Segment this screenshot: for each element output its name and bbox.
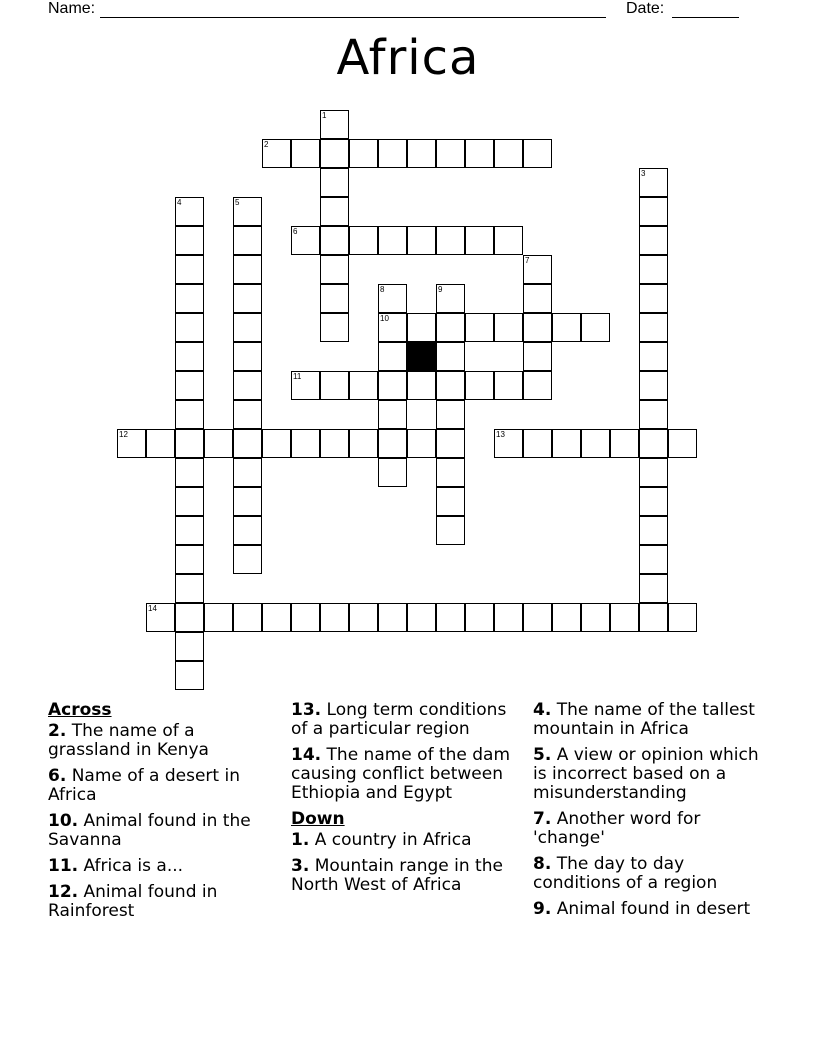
grid-cell[interactable] [378,284,407,313]
grid-cell[interactable] [233,371,262,400]
grid-cell[interactable] [436,226,465,255]
grid-cell[interactable] [378,429,407,458]
grid-cell[interactable] [639,516,668,545]
grid-cell[interactable] [552,603,581,632]
grid-cell[interactable] [378,313,407,342]
clue-text: Animal found in the Savanna [48,811,251,850]
clue-text: Another word for 'change' [533,809,701,848]
grid-cell[interactable] [349,226,378,255]
clue-number: 2. [48,721,67,741]
clue-number: 10 [380,314,389,323]
clue-item [291,746,527,803]
clue-number: 13. [291,700,322,720]
grid-cell[interactable] [175,487,204,516]
clue-item [48,767,273,805]
grid-cell[interactable] [233,342,262,371]
grid-cell[interactable] [233,284,262,313]
grid-cell[interactable] [436,458,465,487]
grid-cell[interactable] [320,313,349,342]
grid-cell[interactable] [494,603,523,632]
grid-cell[interactable] [523,313,552,342]
grid-cell[interactable] [233,545,262,574]
grid-cell[interactable] [320,139,349,168]
section-heading: Across [48,700,112,720]
grid-cell[interactable] [378,342,407,371]
grid-cell[interactable] [175,632,204,661]
grid-cell[interactable] [291,603,320,632]
clue-number: 4 [177,198,182,207]
grid-cell[interactable] [639,342,668,371]
grid-cell[interactable] [639,603,668,632]
clue-text: Africa is a... [78,856,184,876]
grid-cell[interactable] [175,197,204,226]
clue-number: 11 [293,372,302,381]
section-heading: Down [291,809,345,829]
grid-cell[interactable] [494,139,523,168]
grid-cell[interactable] [581,313,610,342]
grid-cell[interactable] [465,603,494,632]
clue-number: 8. [533,854,552,874]
grid-cell[interactable] [523,284,552,313]
grid-cell[interactable] [117,429,146,458]
clue-item [291,831,527,850]
grid-cell[interactable] [378,139,407,168]
grid-cell[interactable] [262,429,291,458]
grid-cell[interactable] [581,603,610,632]
clue-item [48,812,273,850]
grid-cell[interactable] [233,226,262,255]
grid-cell[interactable] [639,371,668,400]
grid-cell[interactable] [436,371,465,400]
clue-text: A view or opinion which is incorrect based on a misunderstanding [533,745,759,803]
grid-cell[interactable] [436,313,465,342]
clue-number: 6. [48,766,67,786]
grid-cell[interactable] [175,400,204,429]
grid-cell[interactable] [465,226,494,255]
grid-cell[interactable] [320,110,349,139]
grid-cell[interactable] [407,603,436,632]
clue-text: The name of the tallest mountain in Africa [533,700,755,739]
grid-cell[interactable] [175,574,204,603]
clue-item [291,857,527,895]
grid-cell[interactable] [320,168,349,197]
grid-cell[interactable] [233,458,262,487]
grid-cell[interactable] [291,226,320,255]
clue-number: 3 [641,169,646,178]
grid-cell[interactable] [320,429,349,458]
grid-cell[interactable] [523,139,552,168]
grid-cell[interactable] [494,226,523,255]
clue-text: Mountain range in the North West of Africa [291,856,503,895]
clue-number: 1 [322,111,327,120]
clue-item [533,810,773,848]
grid-cell[interactable] [175,255,204,284]
grid-cell[interactable] [668,603,697,632]
grid-cell[interactable] [523,429,552,458]
grid-cell[interactable] [552,313,581,342]
grid-cell[interactable] [436,603,465,632]
grid-cell[interactable] [175,458,204,487]
clue-number: 12. [48,882,79,902]
clue-item [533,746,773,803]
clue-number: 8 [380,285,385,294]
grid-cell[interactable] [291,139,320,168]
clue-number: 5 [235,198,240,207]
grid-cell[interactable] [639,545,668,574]
clue-number: 14 [148,604,157,613]
grid-cell[interactable] [320,255,349,284]
grid-cell[interactable] [465,313,494,342]
clue-item [291,701,527,739]
grid-cell[interactable] [436,429,465,458]
clue-number: 12 [119,430,128,439]
grid-cell[interactable] [407,429,436,458]
clue-number: 6 [293,227,298,236]
grid-cell[interactable] [436,284,465,313]
clue-number: 9. [533,899,552,919]
clue-number: 2 [264,140,269,149]
grid-cell[interactable] [465,371,494,400]
grid-cell[interactable] [233,603,262,632]
clue-text: Long term conditions of a particular region [291,700,507,739]
grid-cell[interactable] [639,284,668,313]
grid-cell[interactable] [175,516,204,545]
grid-cell[interactable] [523,603,552,632]
grid-cell[interactable] [523,255,552,284]
grid-cell[interactable] [610,603,639,632]
grid-cell[interactable] [320,197,349,226]
clue-number: 3. [291,856,310,876]
grid-cell[interactable] [175,661,204,690]
grid-cell[interactable] [465,139,494,168]
grid-cell[interactable] [378,400,407,429]
grid-cell[interactable] [175,371,204,400]
grid-cell[interactable] [262,139,291,168]
clue-number: 7 [525,256,530,265]
name-label: Name: [48,0,96,17]
grid-cell[interactable] [320,284,349,313]
grid-cell[interactable] [494,371,523,400]
clue-number: 7. [533,809,552,829]
grid-cell[interactable] [204,603,233,632]
clue-number: 1. [291,830,310,850]
grid-cell[interactable] [349,429,378,458]
grid-cell[interactable] [494,429,523,458]
clue-item [48,857,273,876]
grid-cell[interactable] [639,197,668,226]
clue-text: A country in Africa [309,830,472,850]
grid-cell[interactable] [378,603,407,632]
grid-cell[interactable] [320,226,349,255]
grid-cell[interactable] [639,487,668,516]
clue-item [533,701,773,739]
grid-cell[interactable] [175,342,204,371]
grid-cell[interactable] [378,226,407,255]
clue-number: 9 [438,285,443,294]
grid-cell[interactable] [146,429,175,458]
clue-item [48,722,273,760]
clue-column-3 [533,701,773,926]
grid-cell[interactable] [291,371,320,400]
grid-cell[interactable] [320,371,349,400]
clue-column-2 [291,701,527,902]
grid-cell[interactable] [639,255,668,284]
grid-cell[interactable] [146,603,175,632]
grid-cell[interactable] [175,284,204,313]
clue-number: 4. [533,700,552,720]
grid-cell[interactable] [378,371,407,400]
clue-item [533,855,773,893]
clue-number: 5. [533,745,552,765]
grid-cell[interactable] [175,545,204,574]
grid-cell[interactable] [436,342,465,371]
clue-number: 11. [48,856,79,876]
grid-cell[interactable] [639,168,668,197]
blocked-cell [407,342,436,371]
grid-cell[interactable] [320,603,349,632]
grid-cell[interactable] [233,429,262,458]
grid-cell[interactable] [581,429,610,458]
clue-number: 13 [496,430,505,439]
grid-cell[interactable] [436,487,465,516]
grid-cell[interactable] [233,313,262,342]
clue-number: 14. [291,745,322,765]
grid-cell[interactable] [262,603,291,632]
clue-text: Animal found in Rainforest [48,882,218,921]
grid-cell[interactable] [233,516,262,545]
grid-cell[interactable] [552,429,581,458]
clue-text: The day to day conditions of a region [533,854,718,893]
clue-item [533,900,773,919]
grid-cell[interactable] [436,516,465,545]
grid-cell[interactable] [175,603,204,632]
grid-cell[interactable] [233,255,262,284]
clue-number: 10. [48,811,79,831]
grid-cell[interactable] [639,226,668,255]
clue-text: The name of a grassland in Kenya [48,721,209,760]
grid-cell[interactable] [436,400,465,429]
grid-cell[interactable] [639,574,668,603]
grid-cell[interactable] [349,371,378,400]
puzzle-title: Africa [336,30,480,86]
grid-cell[interactable] [175,429,204,458]
grid-cell[interactable] [639,400,668,429]
grid-cell[interactable] [175,226,204,255]
grid-cell[interactable] [407,226,436,255]
grid-cell[interactable] [523,342,552,371]
grid-cell[interactable] [523,371,552,400]
grid-cell[interactable] [349,603,378,632]
date-label: Date: [626,0,665,17]
clue-text: Name of a desert in Africa [48,766,240,805]
clue-text: The name of the dam causing conflict between Ethiopia and Egypt [291,745,511,803]
grid-cell[interactable] [233,487,262,516]
grid-cell[interactable] [436,139,465,168]
grid-cell[interactable] [204,429,233,458]
grid-cell[interactable] [233,400,262,429]
grid-cell[interactable] [494,313,523,342]
grid-cell[interactable] [668,429,697,458]
clue-item [48,883,273,921]
grid-cell[interactable] [291,429,320,458]
grid-cell[interactable] [639,429,668,458]
grid-cell[interactable] [407,371,436,400]
grid-cell[interactable] [639,313,668,342]
grid-cell[interactable] [639,458,668,487]
grid-cell[interactable] [378,458,407,487]
grid-cell[interactable] [233,197,262,226]
clue-column-1 [48,701,273,928]
grid-cell[interactable] [610,429,639,458]
grid-cell[interactable] [175,313,204,342]
grid-cell[interactable] [407,313,436,342]
grid-cell[interactable] [349,139,378,168]
clue-text: Animal found in desert [551,899,751,919]
grid-cell[interactable] [407,139,436,168]
